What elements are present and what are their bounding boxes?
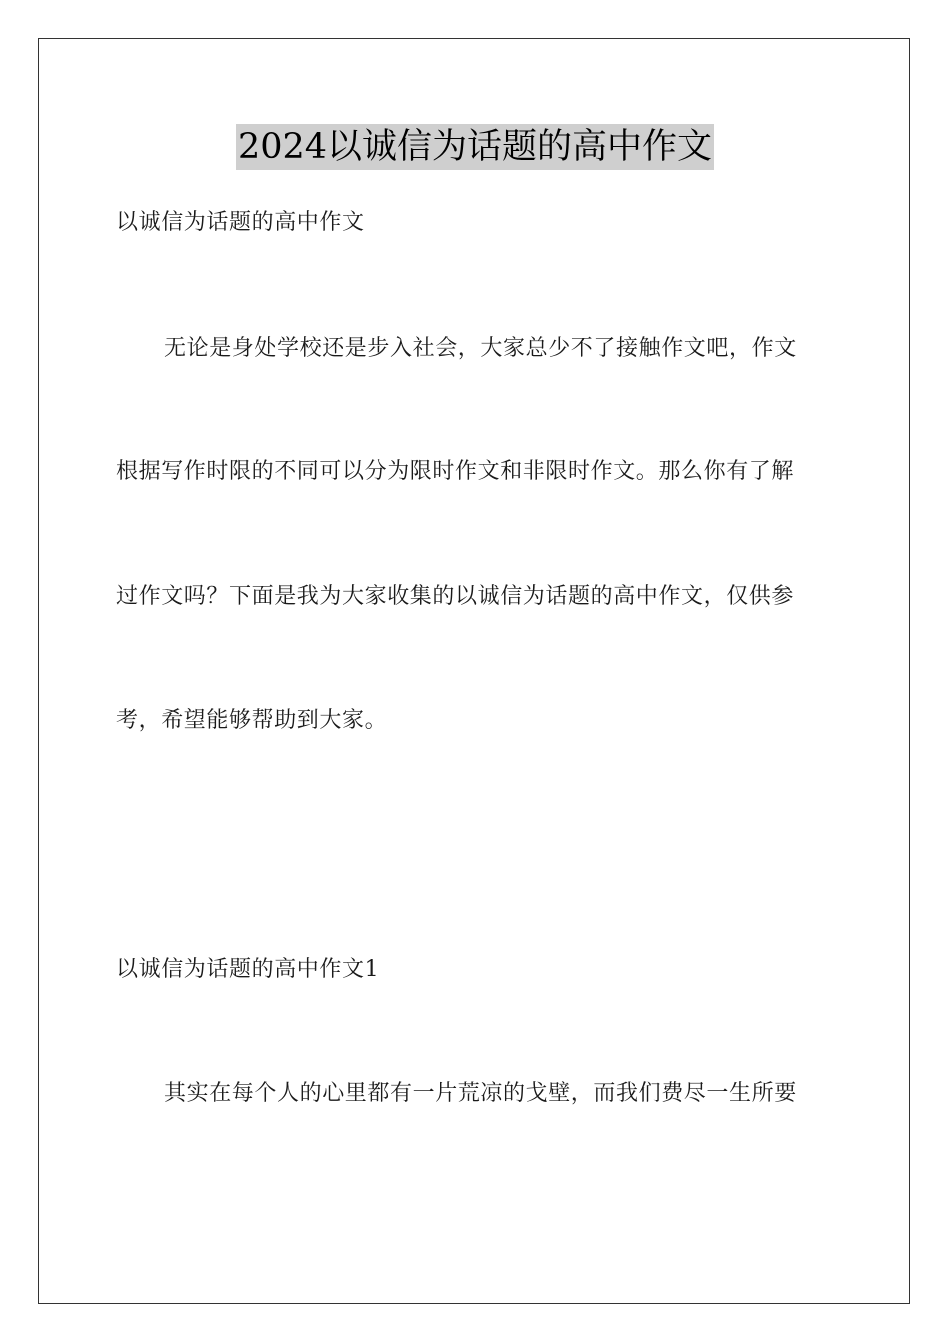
intro-line-1: 无论是身处学校还是步入社会，大家总少不了接触作文吧，作文 — [164, 336, 797, 361]
title-container — [0, 124, 950, 170]
section-line-1: 其实在每个人的心里都有一片荒凉的戈壁，而我们费尽一生所要 — [164, 1081, 797, 1106]
section-heading: 以诚信为话题的高中作文1 — [116, 957, 380, 982]
intro-line-4: 考，希望能够帮助到大家。 — [116, 708, 388, 733]
document-title: 2024以诚信为话题的高中作文 — [236, 124, 714, 170]
intro-line-3: 过作文吗？下面是我为大家收集的以诚信为话题的高中作文，仅供参 — [116, 584, 795, 609]
intro-line-2: 根据写作时限的不同可以分为限时作文和非限时作文。那么你有了解 — [116, 459, 795, 484]
document-subtitle: 以诚信为话题的高中作文 — [116, 210, 365, 235]
